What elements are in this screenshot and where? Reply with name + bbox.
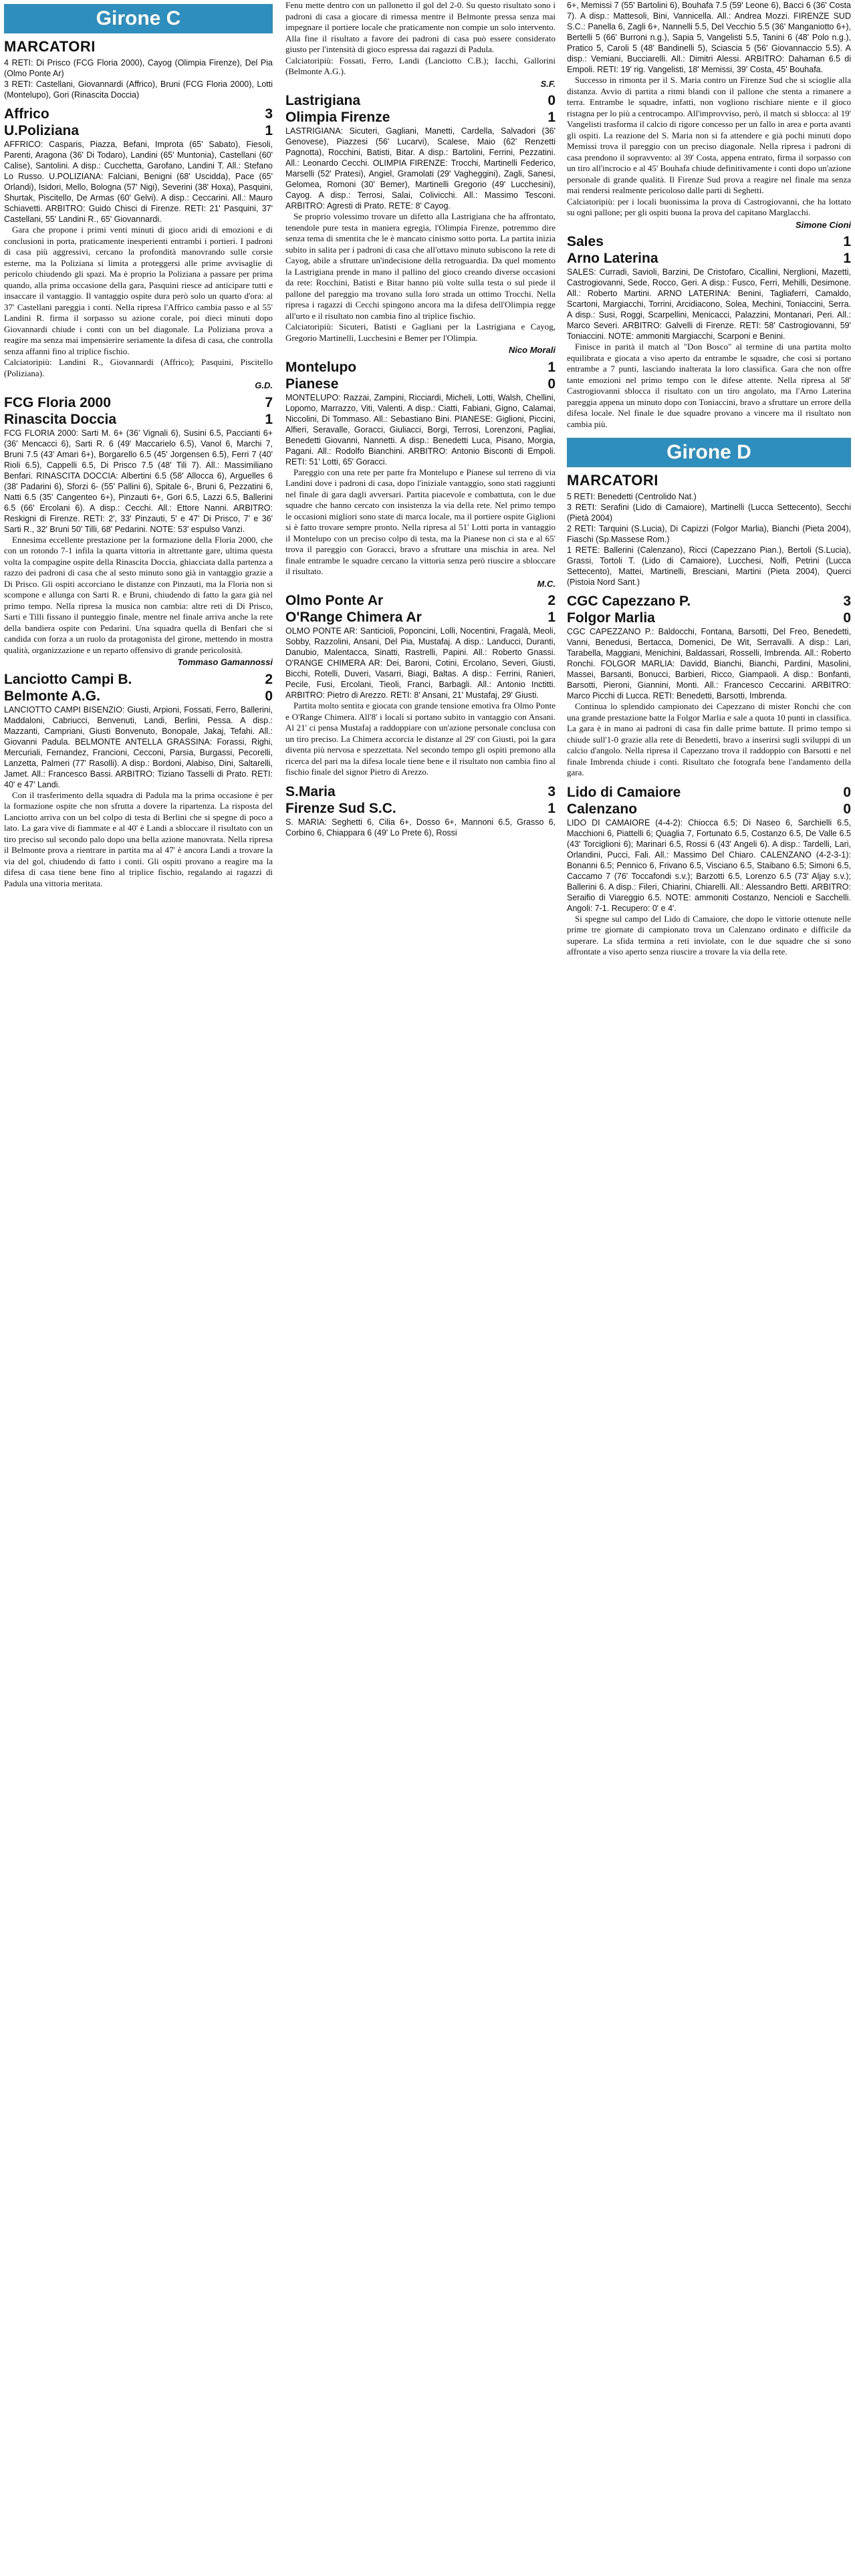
match-players: Calciatoripiù: Sicuteri, Batisti e Gagliani per la Lastrigiana e Cayog, Gregorio Martinelli, Lucchesini e Bemer per l'Olimpia.	[285, 321, 556, 343]
match-lineups: LASTRIGIANA: Sicuteri, Gagliani, Manetti, Cardella, Salvadori (36' Genovese), Piazzesi (56' Lucarvi), Scalese, Maio (62' Renzetti Pagnotta), Rocchini, Batisti, Bitar. A disp.: Bartolini, Ferrini, Pezzatini. All.: Leonardo Cecchi. OLIMPIA FIRENZE: Trocchi, Martinelli Federico, Marselli (52' Pratesi), Angiel, Gramolati (29' Vagheggini), Zagli, Sanesi, Gelomea, Romoni (30' Bemer), Martinelli Gregorio (49' Lucchesini), Cayog. A disp.: Terrosi, Salai, Colivicchi. All.: Massimo Tesconi. ARBITRO: Agresti di Prato. RETE: 8' Cayog.	[285, 126, 556, 211]
match-lineups: AFFRICO: Casparis, Piazza, Befani, Improta (65' Sabato), Fiesoli, Parenti, Aragona (36' Di Todaro), Landini (65' Muntonia), Castellani (60' Calise), Santolini. A disp.: Cucchetta, Garofano, Landini T. All.: Stefano Lo Russo. U.POLIZIANA: Falciani, Benigni (68' Uscidda), Pace (65' Orlandi), Isidori, Mello, Bologna (57' Nigi), Severini (38' Hoxa), Pasquini, Shurtak, Piscitello, De Armas (60' Gelvi). A disp.: Ceccarini. All.: Mauro Schiavetti. ARBITRO: Guido Chisci di Firenze. RETI: 21' Pasquini, 37' Castellani, 55' Landini R., 65' Giovannardi.	[4, 140, 273, 224]
author-signature: S.F.	[540, 78, 556, 89]
girone-c-header: Girone C	[4, 4, 273, 33]
match-report: Gara che propone i primi venti minuti di gioco aridi di emozioni e di conclusioni in porta, praticamente inesperienti entrambi i portieri. I padroni di casa più aggressivi, cercano la profondità manovrando sulle corsie esterne, ma la Poliziana si limita a proteggersi alle prime avvisaglie di pericolo chiudendo gli spazi. Ma è proprio la Poliziana a passare per prima quando, alla prima occasione della gara, Pasquini riesce ad anticipare tutti e insaccare il vantaggio. Il vantaggio ospite dura però solo un quarto d'ora: al 37' Castellani pareggia i conti. Nella ripresa l'Affrico cambia passo e al 55' Landini R. firma il sorpasso su azione corale, poi dieci minuti dopo Giovannardi chiude i conti con un bel diagonale. La Poliziana prova a reagire ma senza mai impensierire seriamente la difesa di casa, che controlla senza affanni fino al triplice fischio.	[4, 225, 273, 356]
match-score-home: Affrico 3	[4, 106, 273, 122]
match-score-away: Belmonte A.G. 0	[4, 688, 273, 704]
match-report: Successo in rimonta per il S. Maria contro un Firenze Sud che si scioglie alla distanza. Avvio di partita a ritmi blandi con il pallone che stenta a rimanere a terra. Entrambe le squadre, infatti, non vogliono rischiare niente e il gioco ristagna per lo più a centrocampo. All'improvviso, però, il match si sblocca: al 19' Vangelisti trasforma il calcio di rigore concesso per un fallo in area e porta avanti gli ospiti. La reazione del S. Maria non si fa attendere e già pochi minuti dopo Memissi trova il pareggio con un preciso diagonale. Nella ripresa i padroni di casa prendono il sopravvento: al 39' Costa, appena entrato, firma il sorpasso con un tiro all'incrocio e al 45' Bouhafa chiude definitivamente i conti dopo un'azione personale di grande qualità. Il Firenze Sud prova a reagire nel finale ma senza mai rendersi realmente pericoloso dalle parti di Seghetti.	[567, 75, 851, 195]
match-score-home: CGC Capezzano P. 3	[567, 594, 851, 609]
match-score-away: U.Poliziana 1	[4, 123, 273, 138]
match-score-away: Firenze Sud S.C. 1	[285, 800, 556, 816]
match-score-away: Pianese 0	[285, 376, 556, 392]
author-signature: Tommaso Gamannossi	[177, 657, 273, 667]
match-score-home: Montelupo 1	[285, 359, 556, 375]
column-1	[4, 0, 273, 889]
match-score-away: Rinascita Doccia 1	[4, 411, 273, 427]
match-report: Si spegne sul campo del Lido di Camaiore, che dopo le vittorie ottenute nelle prime tre giornate di campionato trova un Calenzano ordinato e difficile da superare. La sfida termina a reti inviolate, con le due squadre che si sono affrontate a viso aperto senza riuscire a trovare la via della rete.	[567, 913, 851, 956]
scorers-title: MARCATORI	[567, 472, 658, 489]
match-score-away: Arno Laterina 1	[567, 251, 851, 266]
scorers-line: 2 RETI: Tarquini (S.Lucia), Di Capizzi (Folgor Marlia), Bianchi (Pieta 2004), Fiaschi (Sp.Massese Rom.)	[567, 524, 851, 544]
author-signature: Simone Cioni	[795, 219, 851, 230]
match-report: Continua lo splendido campionato dei Capezzano di mister Ronchi che con una grande prestazione batte la Folgor Marlia e sale a quota 10 punti in classifica. La gara è in mano ai padroni di casa fin dalle prime battute. Il primo tempo si chiude sull'1-0 grazie alla rete di Benedetti, bravo a inserirsi sugli sviluppi di un calcio d'angolo. Nella ripresa il Capezzano trova il raddoppio con Barsotti e nel finale Imbrenda chiude i conti. Risultato che fotografa bene l'andamento della gara.	[567, 701, 851, 777]
match-score-home: Olmo Ponte Ar 2	[285, 593, 556, 608]
girone-d-header: Girone D	[567, 438, 851, 467]
match-report: Finisce in parità il match al "Don Bosco" al termine di una partita molto equilibrata e giocata a viso aperto da entrambe le squadre, che così si portano entrambe a 7 punti, lasciando inalterata la loro classifica. Gara che non offre tante emozioni nel primo tempo con le difese attente. Nella ripresa al 58' Castrogiovanni sblocca il risultato con un tiro angolato, ma l'Arno Laterina pareggia appena un minuto dopo con Toniaccini, bravo a sfruttare un errore della difesa locale. Nel finale le due squadre provano a vincere ma il risultato non cambia più.	[567, 342, 851, 429]
match-lineups: LIDO DI CAMAIORE (4-4-2): Chiocca 6.5; Di Naseo 6, Sarchielli 6.5, Macchioni 6, Piattelli 6; Quaglia 7, Fortunato 6.5, Costanzo 6.5, De Valle 6.5 (43' Torciglioni 6); Marinari 6.5, Rossi 6 (43' Angeli 6). A disp.: Tardelli, Lari, Orlandini, Pucci, Fali. All.: Massimo Del Chiaro. CALENZANO (4-2-3-1): Bonanni 6.5; Pennico 6, Frivano 6.5, Visciano 6.5, Staibano 6.5; Simoni 6.5, Caccamo 7 (76' Toccafondi s.v.); Barzotti 6.5, Lorenzo 6.5 (73' Aljay s.v.); Ballerini 6. A disp.: Fileri, Chiarini, Chiarelli. All.: Alessandro Betti. ARBITRO: Seraifio di Viareggio 6.5. NOTE: ammoniti Costanzo, Nencioli e Sacchelli. Angoli: 7-1. Recupero: 0' e 4'.	[567, 817, 851, 913]
scorers-line: 4 RETI: Di Prisco (FCG Floria 2000), Cayog (Olimpia Firenze), Del Pia (Olmo Ponte Ar)	[4, 58, 273, 78]
match-score-away: O'Range Chimera Ar 1	[285, 610, 556, 625]
match-score-home: Lastrigiana 0	[285, 93, 556, 108]
match-lineups: OLMO PONTE AR: Santicioli, Poponcini, Lolli, Nocentini, Fragalà, Meoli, Sobby, Razzolini, Ansani, Del Pia, Mustafaj. A disp.: Landucci, Duranti, Danubio, Malentacca, Sinatti, Rastrelli, Papini. All.: Roberto Gnassi. O'RANGE CHIMERA AR: Dei, Baroni, Cotini, Ercolano, Severi, Giusti, Bicchi, Rotelli, Duveri, Vasarri, Biagi, Baltas. A disp.: Ferrini, Ranieri, Pecile, Fusi, Ercolani, Tieoli, Franci, Barbagli. All.: Antonio Inctitti. ARBITRO: Pietro di Arezzo. RETI: 8' Ansani, 21' Mustafaj, 29' Giusti.	[285, 626, 556, 700]
column-2	[285, 0, 556, 838]
match-score-home: Sales 1	[567, 234, 851, 249]
author-signature: M.C.	[537, 578, 556, 589]
scorers-title: MARCATORI	[4, 38, 96, 55]
match-score-home: Lido di Camaiore 0	[567, 784, 851, 800]
column-3	[567, 0, 851, 958]
match-lineups: 6+, Memissi 7 (55' Bartolini 6), Bouhafa 7.5 (59' Leone 6), Bacci 6 (36' Costa 7). A disp.: Mattesoli, Bini, Vannicella. All.: Andrea Mozzi. FIRENZE SUD S.C.: Panella 6, Zagli 6+, Nannelli 5.5, Del Vecchio 5.5 (36' Manganiotto 6+), Bertelli 5 (66' Burroni n.g.), Sapia 5, Vangelisti 5.5, Tanini 6 (48' Polo n.g.), Pratico 5, Caroli 5 (48' Bandinelli 5), Sciascia 5 (56' Giovannaccio 5.5). A disp.: Vemiani, Bucciarelli. All.: Dimitri Alessi. ARBITRO: Dahaman 6.5 di Empoli. RETI: 19' rig. Vangelisti, 18' Memissi, 39' Costa, 45' Bouhafa.	[567, 1, 851, 74]
match-score-home: FCG Floria 2000 7	[4, 394, 273, 410]
match-score-away: Calenzano 0	[567, 801, 851, 817]
scorers-line: 3 RETI: Serafini (Lido di Camaiore), Martinelli (Lucca Settecento), Secchi (Pietà 2004)	[567, 503, 851, 523]
match-lineups: MONTELUPO: Razzai, Zampini, Ricciardi, Micheli, Lotti, Walsh, Chellini, Lopomo, Marrazzo, Viti, Valenti. A disp.: Ciatti, Fabiani, Gigno, Calamai, Niccolini, Di Tommaso. All.: Sebastiano Bini. PIANESE: Giglioni, Piccini, Alfieri, Seravalle, Goracci, Giuliacci, Borgi, Terrosi, Lorenzoni, Pagliai, Benedetti Giovanni, Nannetti. A disp.: Benedetti Luca, Pisano, Morgia, Pagani. All.: Rodolfo Bianchini. ARBITRO: Antonio Bisconti di Empoli. RETI: 51' Lotti, 65' Goracci.	[285, 392, 556, 467]
scorers-line: 3 RETI: Castellani, Giovannardi (Affrico), Bruni (FCG Floria 2000), Lotti (Montelupo), Gori (Rinascita Doccia)	[4, 80, 273, 100]
match-score-away: Folgor Marlia 0	[567, 610, 851, 626]
match-lineups: LANCIOTTO CAMPI BISENZIO: Giusti, Arpioni, Fossati, Ferro, Ballerini, Maddaloni, Cabriucci, Benvenuti, Landi, Berlini, Pessa. A disp.: Mazzanti, Campriani, Giusti Bonvenuto, Bonopale, Jakaj, Tefahi. All.: Giovanni Padula. BELMONTE ANTELLA GRASSINA: Forassi, Righi, Mercuriali, Fernandez, Francioni, Cecconi, Parsia, Burgassi, Pecorelli, Lanzetta, Palmeri (77' Rasolli). A disp.: Bordoni, Alabiso, Dini, Saltarelli, Jamet. All.: Francesco Bassi. ARBITRO: Tiziano Tasselli di Prato. RETI: 40' e 47' Landi.	[4, 704, 273, 789]
match-report: Partita molto sentita e giocata con grande tensione emotiva fra Olmo Ponte e O'Range Chimera. All'8' i locali si portano subito in vantaggio con Ansani. Al 21' ci pensa Mustafaj a raddoppiare con un'azione personale conclusa con un tiro preciso. La Chimera accorcia le distanze al 29' con Giusti, poi la gara diventa più nervosa e spezzettata. Nel secondo tempo gli ospiti premono alla ricerca del pari ma la difesa locale tiene bene e il risultato non cambia fino al fischio finale del signor Pietro di Arezzo.	[285, 700, 556, 777]
match-report: Pareggio con una rete per parte fra Montelupo e Pianese sul terreno di via Landini dove i padroni di casa, dopo l'iniziale vantaggio, sono stati raggiunti nel finale di gara dagli avversari. Partita piacevole e combattuta, con le due squadre che hanno cercato con insistenza la via della rete. Nel primo tempo le occasioni migliori sono state di marca locale, ma il portiere ospite Giglioni si è fatto trovare sempre pronto. Nella ripresa al 51' Lotti porta in vantaggio il Montelupo con un preciso colpo di testa, ma la Pianese non ci sta e al 65' trova il pareggio con Goracci, bravo a sfruttare una mischia in area. Nel finale entrambe le squadre cercano la vittoria senza però riuscire a sbloccare il risultato.	[285, 467, 556, 576]
match-players: Calciatoripiù: per i locali buonissima la prova di Castrogiovanni, che ha lottato su ogni pallone; per gli ospiti buona la prova del capitano Marglacchi.	[567, 196, 851, 217]
match-lineups: S. MARIA: Seghetti 6, Cilia 6+, Dosso 6+, Mannoni 6.5, Grasso 6, Corbino 6, Chiappara 6 (49' Lo Prete 6), Rossi	[285, 817, 556, 838]
author-signature: Nico Morali	[508, 345, 556, 355]
match-report: Fenu mette dentro con un pallonetto il gol del 2-0. Su questo risultato sono i padroni di casa a giocare di rimessa mentre il Belmonte pressa senza mai impegnare il portiere locale che praticamente non compie un solo intervento. Alla fine il risultato a favore dei padroni di casa può essere considerato giusto per l'intensità di gioco espressa dai ragazzi di Padula.	[285, 0, 556, 54]
match-score-home: S.Maria 3	[285, 783, 556, 799]
match-report: Se proprio volessimo trovare un difetto alla Lastrigiana che ha affrontato, tenendole pure testa in maniera egregia, l'Olimpia Firenze, potremmo dire senza tema di smentita che le è mancato cinismo sotto porta. La partita inizia subito in salita per i padroni di casa che all'ottavo minuto subiscono la rete di Cayog, abile a sfruttare un'indecisione della retroguardia. Da quel momento la Lastrigiana prende in mano il pallino del gioco creando diverse occasioni da rete: Rocchini, Batisti e Bitar hanno più volte sulla testa o sul piede il pallone del pareggio ma trovano sulla loro strada un ottimo Trocchi. Nella ripresa i ragazzi di Cecchi spingono ancora ma la difesa dell'Olimpia regge all'urto e il risultato non cambia fino al triplice fischio.	[285, 211, 556, 321]
scorers-line: 5 RETI: Benedetti (Centrolido Nat.)	[567, 492, 697, 501]
match-lineups: SALES: Curradi, Savioli, Barzini, De Cristofaro, Cicallini, Nerglioni, Mazetti, Castrogiovanni, Sede, Rocco, Geri. A disp.: Fusco, Ferri, Mehilli, Desimone. All.: Roberto Martini. ARNO LATERINA: Benini, Tagliaferri, Camaldo, Scartoni, Margiacchi, Torrini, Arcidiacono, Solea, Mechini, Toniaccini, Serra. A disp.: Susi, Roggi, Scarpellini, Menicacci, Palazzini, Montanari, Peri. All.: Marco Severi. ARBITRO: Galvelli di Firenze. RETI: 58' Castrogiovanni, 59' Toniaccini. NOTE: ammoniti Margiacchi, Scarponi e Benini.	[567, 267, 851, 341]
match-report: Ennesima eccellente prestazione per la formazione della Floria 2000, che con un rotondo 7-1 infila la quarta vittoria in altrettante gare, ultima questa volta la compagine ospite della Rinascita Doccia, ghiacciata dalla partenza a razzo dei padroni di casa che al sesto minuto sono già in vantaggio grazie a Di Prisco. Gli ospiti accorciano le distanze con Pinzauti, ma la Floria non si scompone e allunga con Sarti R. e Bruni, chiudendo di fatto la gara già nel primo tempo. Nella ripresa la musica non cambia: altre reti di Di Prisco, Sarti e Tilli fissano il punteggio finale, mentre nel finale arriva anche la rete della bandiera ospite con Pedarini. Una squadra quella di Benfari che si candida con forza a un ruolo da protagonista del girone, mettendo in mostra qualità, organizzazione e un reparto offensivo di grande pericolosità.	[4, 534, 273, 655]
match-report: Con il trasferimento della squadra di Padula ma la prima occasione è per la formazione ospite che non sfrutta a dovere la ripartenza. La risposta del Lanciotto arriva con un bel colpo di testa di Berlini che si spegne di poco a lato. La gara vive di fiammate e al 40' è Landi a sbloccare il risultato con un tiro preciso sul secondo palo dopo una bella azione manovrata. Nella ripresa il Belmonte prova a rientrare in partita ma al 47' è ancora Landi a trovare la via del gol, chiudendo di fatto i conti. Gli ospiti provano a reagire ma la difesa di casa tiene bene fino al triplice fischio, regalando ai ragazzi di Padula una vittoria meritata.	[4, 789, 273, 888]
author-signature: G.D.	[255, 380, 273, 390]
match-score-away: Olimpia Firenze 1	[285, 110, 556, 125]
match-lineups: FCG FLORIA 2000: Sarti M. 6+ (36' Vignali 6), Susini 6.5, Paccianti 6+ (36' Mencacci 6), Sarti R. 6 (49' Maccarielo 6.5), Vanol 6, Marchi 7, Bruni 7.5 (43' Amari 6+), Borgarello 6.5 (45' Jorgensen 6.5), Ferri 7 (40' Rioli 6.5), Cappelli 6.5, Di Prisco 7.5 (48' Tili 7). All.: Massimiliano Benfari. RINASCITA DOCCIA: Albertini 6.5 (58' Allocca 6), Arguelles 6 (38' Padarini 6), Sforzi 6- (55' Pallini 6), Spitale 6-, Bruni 6, Pezzatini 6, Natti 6.5 (35' Cangenteo 6+), Pinzauti 6+, Gori 6.5, Lazzi 6.5, Ballerini 6.5 (66' Ercolani 6). A disp.: Cecchi. All.: Ettore Nanni. ARBITRO: Reskigni di Firenze. RETI: 2', 33' Pinzauti, 5' e 47' Di Prisco, 7' e 36' Sarti R., 32' Bruni 50' Tilli, 68' Pedarini. NOTE: 53' espulso Vanzi.	[4, 428, 273, 534]
match-players: Calciatoripiù: Landini R., Giovannardi (Affrico); Pasquini, Piscitello (Poliziana).	[4, 357, 273, 378]
match-lineups: CGC CAPEZZANO P.: Baldocchi, Fontana, Barsotti, Del Freo, Benedetti, Vanni, Benedusi, Bertacca, Domenici, De Wit, Serravalli. A disp.: Lari, Tarabella, Maggiani, Menichini, Baldassari, Rosselli, Imbrenda. All.: Roberto Ronchi. FOLGOR MARLIA: Davidd, Bianchi, Bianchi, Pardini, Masolini, Massei, Barsanti, Bonucci, Barbieri, Ricco, Giampaoli. A disp.: Bonfanti, Barsotti, Pieroni, Giannini, Monti. All.: Francesco Ceccarini. ARBITRO: Marco Picchi di Lucca. RETI: Benedetti, Barsotti, Imbrenda.	[567, 627, 851, 700]
match-players: Calciatoripiù: Fossati, Ferro, Landi (Lanciotto C.B.); Iacchi, Gallorini (Belmonte A.G.).	[285, 55, 556, 76]
scorers-line: 1 RETE: Ballerini (Calenzano), Ricci (Capezzano Pian.), Bertoli (S.Lucia), Grassi, Tortoli T. (Lido di Camaiore), Lucchesi, Nolfi, Petrini (Lucca Settecento), Mattei, Martinelli, Bresciani, Martini (Pieta 2004), Querci (Pistoia Nord Sant.)	[567, 545, 851, 587]
match-score-home: Lanciotto Campi B. 2	[4, 671, 273, 687]
